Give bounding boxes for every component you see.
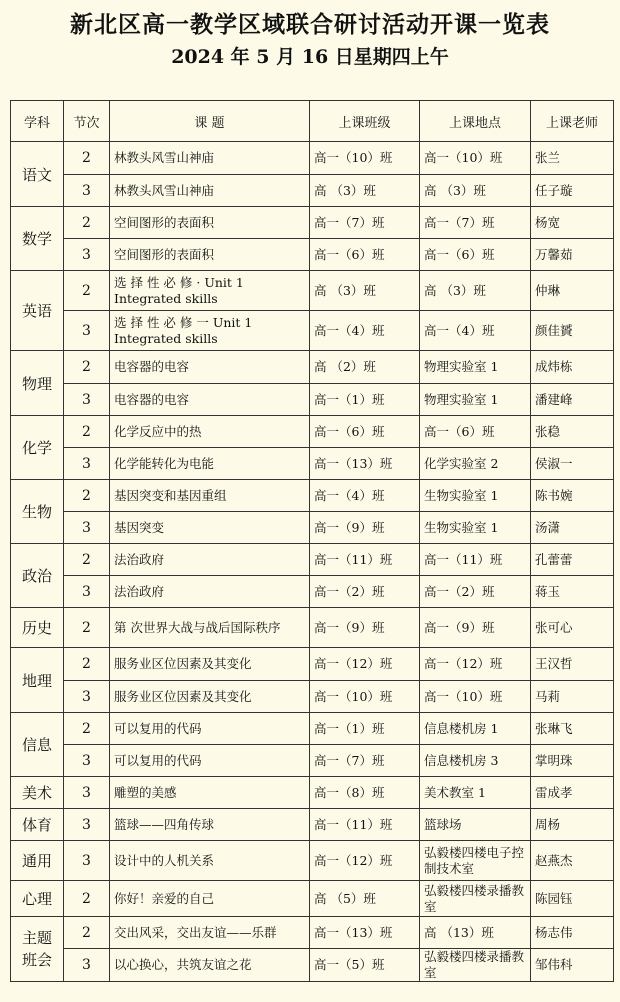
- cell-teacher: 蒋玉: [531, 576, 614, 608]
- cell-period: 2: [64, 142, 110, 175]
- table-row: [11, 841, 614, 881]
- cell-topic: 雕塑的美感: [110, 777, 310, 809]
- cell-subject: 心理: [11, 881, 64, 917]
- cell-teacher: 掌明珠: [531, 745, 614, 777]
- page-subtitle: 2024 年 5 月 16 日星期四上午: [171, 46, 449, 68]
- header-subject: 学科: [11, 101, 64, 142]
- cell-location: 高一（4）班: [420, 311, 531, 351]
- cell-period: 3: [64, 841, 110, 881]
- table-row: [11, 207, 614, 239]
- cell-period: 3: [64, 949, 110, 982]
- cell-teacher: 陈园钰: [531, 881, 614, 917]
- cell-period: 3: [64, 745, 110, 777]
- cell-location: 物理实验室 1: [420, 384, 531, 416]
- cell-subject: 通用: [11, 841, 64, 881]
- cell-topic: 篮球——四角传球: [110, 809, 310, 841]
- cell-period: 2: [64, 207, 110, 239]
- cell-topic: 化学反应中的热: [110, 416, 310, 448]
- header-period: 节次: [64, 101, 110, 142]
- cell-class: 高一（10）班: [310, 681, 420, 713]
- cell-location: 高一（11）班: [420, 544, 531, 576]
- cell-period: 2: [64, 416, 110, 448]
- table-header-row: [11, 101, 614, 142]
- cell-teacher: 张琳飞: [531, 713, 614, 745]
- cell-topic: 选 择 性 必 修 · Unit 1 Integrated skills: [110, 271, 310, 311]
- cell-teacher: 潘建峰: [531, 384, 614, 416]
- cell-topic: 你好！亲爱的自己: [110, 881, 310, 917]
- cell-location: 物理实验室 1: [420, 351, 531, 384]
- cell-location: 信息楼机房 1: [420, 713, 531, 745]
- header-teacher: 上课老师: [531, 101, 614, 142]
- table-row: [11, 271, 614, 311]
- cell-period: 2: [64, 351, 110, 384]
- cell-class: 高一（11）班: [310, 809, 420, 841]
- cell-topic: 设计中的人机关系: [110, 841, 310, 881]
- cell-topic: 法治政府: [110, 544, 310, 576]
- cell-class: 高一（1）班: [310, 713, 420, 745]
- table-row: [11, 917, 614, 949]
- cell-period: 2: [64, 608, 110, 648]
- cell-period: 3: [64, 576, 110, 608]
- table-row: [11, 544, 614, 576]
- cell-class: 高一（1）班: [310, 384, 420, 416]
- cell-teacher: 赵燕杰: [531, 841, 614, 881]
- cell-subject: 物理: [11, 351, 64, 416]
- cell-subject: 地理: [11, 648, 64, 713]
- cell-period: 2: [64, 480, 110, 512]
- cell-location: 弘毅楼四楼录播教室: [420, 881, 531, 917]
- cell-topic: 基因突变和基因重组: [110, 480, 310, 512]
- cell-topic: 基因突变: [110, 512, 310, 544]
- cell-teacher: 张稳: [531, 416, 614, 448]
- header-location: 上课地点: [420, 101, 531, 142]
- cell-period: 3: [64, 809, 110, 841]
- table-row: [11, 745, 614, 777]
- table-row: [11, 681, 614, 713]
- cell-class: 高一（9）班: [310, 608, 420, 648]
- cell-class: 高一（4）班: [310, 480, 420, 512]
- cell-class: 高一（13）班: [310, 917, 420, 949]
- cell-topic: 电容器的电容: [110, 351, 310, 384]
- cell-teacher: 孔蕾蕾: [531, 544, 614, 576]
- cell-teacher: 张可心: [531, 608, 614, 648]
- table-row: [11, 777, 614, 809]
- cell-subject: 信息: [11, 713, 64, 777]
- cell-location: 弘毅楼四楼录播教室: [420, 949, 531, 982]
- cell-topic: 空间图形的表面积: [110, 207, 310, 239]
- cell-teacher: 陈书婉: [531, 480, 614, 512]
- cell-location: 高一（6）班: [420, 416, 531, 448]
- cell-teacher: 杨志伟: [531, 917, 614, 949]
- table-row: [11, 448, 614, 480]
- cell-teacher: 万馨茹: [531, 239, 614, 271]
- cell-class: 高一（7）班: [310, 745, 420, 777]
- cell-subject: 语文: [11, 142, 64, 207]
- table-row: [11, 384, 614, 416]
- table-row: [11, 142, 614, 175]
- table-row: [11, 512, 614, 544]
- table-row: [11, 175, 614, 207]
- cell-period: 3: [64, 448, 110, 480]
- cell-topic: 空间图形的表面积: [110, 239, 310, 271]
- cell-location: 生物实验室 1: [420, 512, 531, 544]
- cell-period: 3: [64, 239, 110, 271]
- cell-class: 高一（11）班: [310, 544, 420, 576]
- cell-topic: 电容器的电容: [110, 384, 310, 416]
- header-topic: 课 题: [110, 101, 310, 142]
- cell-location: 高一（12）班: [420, 648, 531, 681]
- cell-class: 高 （5）班: [310, 881, 420, 917]
- cell-location: 高 （13）班: [420, 917, 531, 949]
- cell-class: 高一（10）班: [310, 142, 420, 175]
- cell-teacher: 张兰: [531, 142, 614, 175]
- table-row: [11, 809, 614, 841]
- cell-topic: 第 次世界大战与战后国际秩序: [110, 608, 310, 648]
- cell-teacher: 雷成孝: [531, 777, 614, 809]
- cell-class: 高 （3）班: [310, 271, 420, 311]
- cell-period: 3: [64, 777, 110, 809]
- cell-teacher: 仲琳: [531, 271, 614, 311]
- cell-subject: 数学: [11, 207, 64, 271]
- cell-location: 高一（2）班: [420, 576, 531, 608]
- cell-teacher: 马莉: [531, 681, 614, 713]
- cell-location: 高一（9）班: [420, 608, 531, 648]
- table-row: [11, 949, 614, 982]
- table-row: [11, 608, 614, 648]
- cell-period: 2: [64, 544, 110, 576]
- cell-subject: 政治: [11, 544, 64, 608]
- cell-period: 2: [64, 648, 110, 681]
- cell-location: 高一（10）班: [420, 142, 531, 175]
- cell-teacher: 杨宽: [531, 207, 614, 239]
- cell-period: 2: [64, 713, 110, 745]
- cell-location: 高 （3）班: [420, 175, 531, 207]
- cell-class: 高一（4）班: [310, 311, 420, 351]
- cell-location: 化学实验室 2: [420, 448, 531, 480]
- cell-class: 高一（8）班: [310, 777, 420, 809]
- cell-class: 高一（6）班: [310, 416, 420, 448]
- cell-class: 高一（5）班: [310, 949, 420, 982]
- cell-teacher: 汤潇: [531, 512, 614, 544]
- cell-teacher: 颜佳贇: [531, 311, 614, 351]
- header-class: 上课班级: [310, 101, 420, 142]
- cell-class: 高一（2）班: [310, 576, 420, 608]
- cell-period: 3: [64, 384, 110, 416]
- cell-class: 高一（13）班: [310, 448, 420, 480]
- cell-period: 3: [64, 311, 110, 351]
- cell-location: 篮球场: [420, 809, 531, 841]
- cell-topic: 以心换心，共筑友谊之花: [110, 949, 310, 982]
- cell-location: 弘毅楼四楼电子控制技术室: [420, 841, 531, 881]
- cell-teacher: 成炜栋: [531, 351, 614, 384]
- cell-topic: 林教头风雪山神庙: [110, 175, 310, 207]
- cell-class: 高一（12）班: [310, 841, 420, 881]
- cell-teacher: 邹伟科: [531, 949, 614, 982]
- table-row: [11, 576, 614, 608]
- cell-topic: 交出风采，交出友谊——乐群: [110, 917, 310, 949]
- cell-location: 高一（7）班: [420, 207, 531, 239]
- cell-location: 高一（6）班: [420, 239, 531, 271]
- cell-subject: 主题班会: [11, 917, 64, 982]
- page-title: 新北区高一教学区域联合研讨活动开课一览表: [70, 12, 550, 38]
- cell-class: 高一（7）班: [310, 207, 420, 239]
- table-row: [11, 881, 614, 917]
- cell-topic: 服务业区位因素及其变化: [110, 648, 310, 681]
- cell-topic: 化学能转化为电能: [110, 448, 310, 480]
- cell-subject: 生物: [11, 480, 64, 544]
- cell-topic: 可以复用的代码: [110, 713, 310, 745]
- table-row: [11, 351, 614, 384]
- table-row: [11, 648, 614, 681]
- cell-subject: 美术: [11, 777, 64, 809]
- cell-period: 3: [64, 681, 110, 713]
- cell-topic: 可以复用的代码: [110, 745, 310, 777]
- schedule-table: [10, 100, 614, 982]
- cell-class: 高一（6）班: [310, 239, 420, 271]
- cell-class: 高 （3）班: [310, 175, 420, 207]
- cell-teacher: 周杨: [531, 809, 614, 841]
- cell-location: 美术教室 1: [420, 777, 531, 809]
- cell-period: 2: [64, 271, 110, 311]
- cell-location: 高 （3）班: [420, 271, 531, 311]
- cell-class: 高一（9）班: [310, 512, 420, 544]
- table-row: [11, 713, 614, 745]
- cell-topic: 服务业区位因素及其变化: [110, 681, 310, 713]
- cell-teacher: 任子璇: [531, 175, 614, 207]
- table-body: [11, 142, 614, 982]
- cell-location: 生物实验室 1: [420, 480, 531, 512]
- cell-location: 信息楼机房 3: [420, 745, 531, 777]
- cell-subject: 英语: [11, 271, 64, 351]
- cell-subject: 体育: [11, 809, 64, 841]
- cell-period: 3: [64, 175, 110, 207]
- table-row: [11, 239, 614, 271]
- table-row: [11, 311, 614, 351]
- table-row: [11, 416, 614, 448]
- cell-teacher: 侯淑一: [531, 448, 614, 480]
- cell-period: 2: [64, 881, 110, 917]
- cell-topic: 法治政府: [110, 576, 310, 608]
- cell-topic: 选 择 性 必 修 一 Unit 1 Integrated skills: [110, 311, 310, 351]
- cell-topic: 林教头风雪山神庙: [110, 142, 310, 175]
- cell-class: 高一（12）班: [310, 648, 420, 681]
- cell-class: 高 （2）班: [310, 351, 420, 384]
- cell-subject: 历史: [11, 608, 64, 648]
- cell-period: 3: [64, 512, 110, 544]
- table-row: [11, 480, 614, 512]
- cell-location: 高一（10）班: [420, 681, 531, 713]
- cell-subject: 化学: [11, 416, 64, 480]
- cell-teacher: 王汉哲: [531, 648, 614, 681]
- cell-period: 2: [64, 917, 110, 949]
